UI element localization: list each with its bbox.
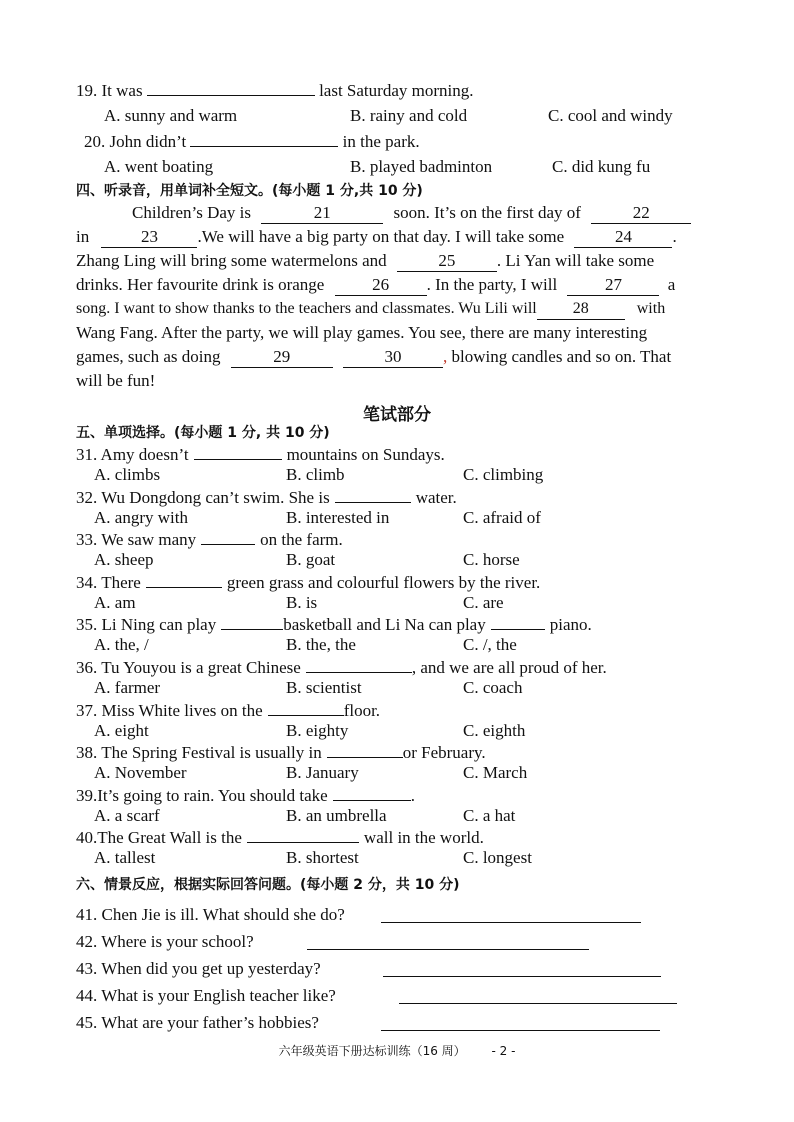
mc-question-34 [76, 571, 540, 594]
q19-stem: 19. It was [76, 81, 143, 100]
mc-38-option-c[interactable]: C. March [463, 763, 528, 782]
blank-29[interactable]: 29 [231, 347, 333, 368]
mc-31-option-b[interactable]: B. climb [286, 465, 345, 484]
mc-33-option-c[interactable]: C. horse [463, 550, 520, 569]
mc-38-option-b[interactable]: B. January [286, 763, 359, 782]
mc-stem: . [410, 786, 415, 805]
mc-blank[interactable] [221, 613, 283, 630]
mc-33-option-a[interactable]: A. sheep [94, 550, 154, 569]
passage-text: Zhang Ling will bring some watermelons and [76, 251, 387, 270]
passage-text: , [442, 347, 448, 366]
mc-blank[interactable] [306, 656, 412, 673]
passage-line-4 [76, 274, 675, 296]
q19-tail: last Saturday morning. [319, 81, 474, 100]
answer-line-41[interactable] [381, 922, 641, 923]
mc-38-option-a[interactable]: A. November [94, 763, 187, 782]
question-19 [76, 79, 473, 102]
q20-option-a[interactable]: A. went boating [104, 157, 214, 176]
passage-line-3 [76, 250, 654, 272]
mc-37-option-b[interactable]: B. eighty [286, 721, 349, 740]
q20-stem: 20. John didn’t [84, 132, 187, 151]
page-number: - 2 - [491, 1044, 516, 1058]
mc-stem: 34. There [76, 573, 141, 592]
mc-question-36 [76, 656, 607, 679]
mc-36-option-c[interactable]: C. coach [463, 678, 523, 697]
mc-35-option-c[interactable]: C. /, the [463, 635, 517, 654]
mc-blank[interactable] [194, 443, 282, 460]
section-6-title: 六、情景反应，根据实际回答问题。(每小题 2 分，共 10 分) [76, 877, 460, 893]
mc-34-option-b[interactable]: B. is [286, 593, 318, 612]
passage-text: blowing candles and so on. That [451, 347, 672, 366]
mc-39-option-c[interactable]: C. a hat [463, 806, 516, 825]
passage-text: in [76, 227, 90, 246]
mc-39-option-a[interactable]: A. a scarf [94, 806, 160, 825]
passage-text: with [636, 300, 666, 317]
mc-35-option-b[interactable]: B. the, the [286, 635, 356, 654]
mc-blank[interactable] [335, 486, 411, 503]
mc-stem: piano. [549, 615, 592, 634]
mc-stem: on the farm. [260, 530, 343, 549]
mc-blank[interactable] [333, 784, 411, 801]
mc-35-option-a[interactable]: A. the, / [94, 635, 149, 654]
answer-line-45[interactable] [381, 1030, 660, 1031]
q20-blank[interactable] [190, 130, 338, 147]
page-footer [0, 1042, 794, 1059]
mc-stem: basketball and Li Na can play [283, 615, 486, 634]
mc-stem: 38. The Spring Festival is usually in [76, 743, 322, 762]
qa-43: 43. When did you get up yesterday? [76, 959, 321, 978]
mc-stem: 39.It’s going to rain. You should take [76, 786, 328, 805]
mc-36-option-a[interactable]: A. farmer [94, 678, 161, 697]
mc-33-option-b[interactable]: B. goat [286, 550, 336, 569]
mc-32-option-b[interactable]: B. interested in [286, 508, 390, 527]
mc-stem: water. [415, 488, 457, 507]
mc-39-option-b[interactable]: B. an umbrella [286, 806, 387, 825]
answer-line-44[interactable] [399, 1003, 677, 1004]
mc-stem: 31. Amy doesn’t [76, 445, 189, 464]
mc-question-35 [76, 613, 592, 636]
mc-stem: wall in the world. [363, 828, 484, 847]
qa-44: 44. What is your English teacher like? [76, 986, 336, 1005]
mc-blank[interactable] [201, 528, 255, 545]
passage-line-7 [76, 346, 671, 368]
mc-question-33 [76, 528, 343, 551]
mc-40-option-a[interactable]: A. tallest [94, 848, 156, 867]
passage-text: drinks. Her favourite drink is orange [76, 275, 325, 294]
mc-stem: green grass and colourful flowers by the river. [226, 573, 541, 592]
mc-37-option-a[interactable]: A. eight [94, 721, 149, 740]
mc-stem: 36. Tu Youyou is a great Chinese [76, 658, 301, 677]
qa-41: 41. Chen Jie is ill. What should she do? [76, 905, 345, 924]
passage-text: a [667, 275, 676, 294]
passage-text: . Li Yan will take some [496, 251, 655, 270]
answer-line-43[interactable] [383, 976, 661, 977]
question-20 [84, 130, 420, 153]
passage-text: . [672, 227, 677, 246]
q20-tail: in the park. [342, 132, 420, 151]
mc-31-option-a[interactable]: A. climbs [94, 465, 161, 484]
q19-option-b[interactable]: B. rainy and cold [350, 106, 468, 125]
q20-option-b[interactable]: B. played badminton [350, 157, 493, 176]
passage-text: Children’s Day is [132, 203, 251, 222]
mc-blank[interactable] [146, 571, 222, 588]
mc-blank[interactable] [327, 741, 403, 758]
mc-stem: 37. Miss White lives on the [76, 701, 263, 720]
mc-32-option-c[interactable]: C. afraid of [463, 508, 541, 527]
q19-blank[interactable] [147, 79, 315, 96]
mc-stem: 40.The Great Wall is the [76, 828, 242, 847]
mc-question-37 [76, 699, 380, 722]
mc-stem: , and we are all proud of her. [411, 658, 607, 677]
mc-stem: mountains on Sundays. [286, 445, 445, 464]
blank-22[interactable]: 22 [591, 203, 691, 224]
mc-stem: or February. [402, 743, 486, 762]
answer-line-42[interactable] [307, 949, 589, 950]
mc-question-32 [76, 486, 457, 509]
mc-blank[interactable] [491, 613, 545, 630]
mc-34-option-a[interactable]: A. am [94, 593, 136, 612]
blank-30[interactable]: 30 [343, 347, 443, 368]
passage-text: song. I want to show thanks to the teachers and classmates. Wu Lili will [76, 300, 537, 317]
footer-title: 六年级英语下册达标训练（16 周） [278, 1044, 466, 1058]
section-4-title: 四、听录音，用单词补全短文。(每小题 1 分,共 10 分) [76, 183, 423, 199]
blank-23[interactable]: 23 [101, 227, 197, 248]
mc-31-option-c[interactable]: C. climbing [463, 465, 544, 484]
passage-line-1 [132, 202, 691, 224]
q19-option-a[interactable]: A. sunny and warm [104, 106, 238, 125]
mc-stem: floor. [343, 701, 381, 720]
mc-36-option-b[interactable]: B. scientist [286, 678, 362, 697]
qa-45: 45. What are your father’s hobbies? [76, 1013, 319, 1032]
section-5-title: 五、单项选择。(每小题 1 分, 共 10 分) [76, 425, 330, 441]
qa-42: 42. Where is your school? [76, 932, 254, 951]
passage-line-2 [76, 226, 677, 248]
mc-stem: 33. We saw many [76, 530, 197, 549]
mc-40-option-c[interactable]: C. longest [463, 848, 532, 867]
mc-question-39 [76, 784, 415, 807]
blank-28[interactable]: 28 [537, 299, 625, 320]
mc-question-31 [76, 443, 445, 466]
passage-line-8: will be fun! [76, 371, 156, 390]
blank-21[interactable]: 21 [261, 203, 383, 224]
blank-24[interactable]: 24 [574, 227, 672, 248]
passage-text: games, such as doing [76, 347, 221, 366]
mc-32-option-a[interactable]: A. angry with [94, 508, 188, 527]
mc-question-38 [76, 741, 486, 764]
passage-text: . In the party, I will [426, 275, 558, 294]
blank-26[interactable]: 26 [335, 275, 427, 296]
q19-option-c[interactable]: C. cool and windy [548, 106, 673, 125]
written-section-title: 笔试部分 [363, 405, 431, 425]
mc-34-option-c[interactable]: C. are [463, 593, 504, 612]
mc-40-option-b[interactable]: B. shortest [286, 848, 359, 867]
passage-line-6: Wang Fang. After the party, we will play games. You see, there are many interesting [76, 323, 648, 342]
mc-stem: 35. Li Ning can play [76, 615, 217, 634]
q20-option-c[interactable]: C. did kung fu [552, 157, 651, 176]
mc-37-option-c[interactable]: C. eighth [463, 721, 526, 740]
blank-25[interactable]: 25 [397, 251, 497, 272]
mc-blank[interactable] [247, 826, 359, 843]
passage-text: .We will have a big party on that day. I will take some [197, 227, 565, 246]
mc-question-40 [76, 826, 484, 849]
mc-blank[interactable] [268, 699, 344, 716]
passage-line-5 [76, 298, 665, 320]
blank-27[interactable]: 27 [567, 275, 659, 296]
passage-text: soon. It’s on the first day of [393, 203, 581, 222]
mc-stem: 32. Wu Dongdong can’t swim. She is [76, 488, 330, 507]
